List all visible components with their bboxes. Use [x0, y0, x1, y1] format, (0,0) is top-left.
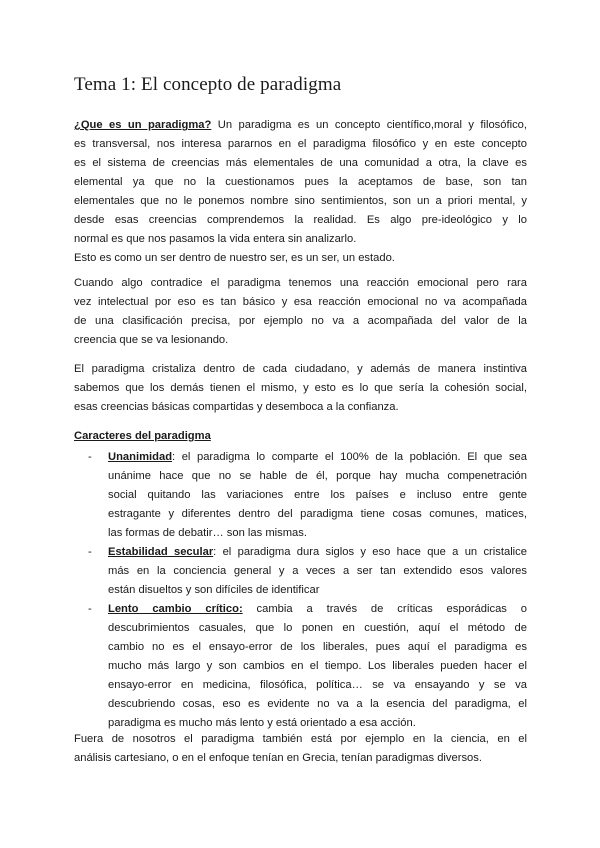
list-item-line: unánime hace que no se hable de él, porque hay mucha compenetración [108, 470, 527, 482]
list-item-text: : el paradigma dura siglos y eso hace que a un cristalice [213, 546, 527, 558]
list-item-line [108, 543, 527, 562]
list-item-line: las formas de debatir… son las mismas. [108, 527, 307, 539]
intro-line: es el sistema de creencias más elementales de una comunidad a otra, la clave es [74, 157, 527, 169]
list-item-lento-cambio [86, 600, 527, 733]
paragraph-line: análisis cartesiano, o en el enfoque tenían en Grecia, tenían paradigmas diversos. [74, 752, 482, 764]
list-item-text: cambia a través de críticas esporádicas o [242, 603, 527, 615]
intro-line-text: Un paradigma es un concepto científico,moral y filosófico, [211, 119, 527, 131]
list-item-line [108, 448, 527, 467]
intro-line: elemental ya que no la cuestionamos pues la aceptamos de base, son tan [74, 176, 527, 188]
intro-paragraph [74, 116, 527, 268]
item-term: Estabilidad secular [108, 546, 214, 558]
list-item-line: mucho más largo y son cambios en el tiempo. Los liberales pueden hacer el [108, 660, 527, 672]
item-term: Unanimidad [108, 451, 173, 463]
paragraph-line: creencia que se va lesionando. [74, 334, 229, 346]
list-item-line: descubriendo cosas, eso es evidente no va a la esencia del paradigma, el [108, 698, 527, 710]
item-term: Lento cambio crítico: [108, 603, 243, 615]
list-item-line: estragante y diferentes dentro del paradigma tiene cosas comunes, matices, [108, 508, 527, 520]
list-item-line: más en la conciencia general y a veces a ser tan extendido esos valores [108, 565, 527, 577]
intro-line: elementales que no le ponemos nombre sino sentimientos, son un a priori mental, y [74, 195, 527, 207]
list-item-line [108, 600, 527, 619]
intro-lead: ¿Que es un paradigma? [74, 119, 212, 131]
list-item-line: paradigma es mucho más lento y está orientado a esa acción. [108, 717, 416, 729]
paragraph-line: de una clasificación precisa, por ejemplo no va a acompañada del valor de la [74, 315, 527, 327]
page-title: Tema 1: El concepto de paradigma [74, 74, 342, 95]
list-item-line: cambio no es el ensayo-error de los liberales, pues aquí el paradigma es [108, 641, 527, 653]
paragraph-line: esas creencias básicas compartidas y desemboca a la confianza. [74, 401, 399, 413]
section-title: Caracteres del paradigma [74, 430, 211, 442]
list-item-line: social quitando las variaciones entre los países e incluso entre gente [108, 489, 527, 501]
list-item-line: ensayo-error en medicina, filosófica, política… se va ensayando y se va [108, 679, 527, 691]
intro-line: desde esas creencias comprendemos la realidad. Es algo pre-ideológico y lo [74, 214, 527, 226]
intro-last-line: Esto es como un ser dentro de nuestro ser, es un ser, un estado. [74, 252, 395, 264]
paragraph-cohesion [74, 360, 527, 417]
paragraph-reaction [74, 274, 527, 350]
list-item-unanimidad [86, 448, 527, 543]
paragraph-line: Cuando algo contradice el paradigma tenemos una reacción emocional pero rara [74, 277, 527, 289]
list-item-line: descubrimientos casuales, que lo ponen en cuestión, aquí el método de [108, 622, 527, 634]
intro-line: es transversal, nos interesa pararnos en el paradigma filosófico y en este concepto [74, 138, 527, 150]
paragraph-line: El paradigma cristaliza dentro de cada ciudadano, y además de manera instintiva [74, 363, 527, 375]
intro-line: normal es que nos pasamos la vida entera sin analizarlo. [74, 233, 357, 245]
paragraph-closing [74, 730, 527, 768]
intro-line [74, 116, 527, 135]
characteristics-list [86, 448, 527, 733]
paragraph-line: vez intelectual por eso es tan básico y esa reacción emocional no va acompañada [74, 296, 527, 308]
paragraph-line: sabemos que los demás tienen el mismo, y esto es lo que sería la cohesión social, [74, 382, 527, 394]
list-item-estabilidad [86, 543, 527, 600]
list-item-line: están disueltos y son difíciles de identificar [108, 584, 320, 596]
list-item-text: : el paradigma lo comparte el 100% de la población. El que sea [172, 451, 527, 463]
paragraph-line: Fuera de nosotros el paradigma también está por ejemplo en la ciencia, en el [74, 733, 527, 745]
